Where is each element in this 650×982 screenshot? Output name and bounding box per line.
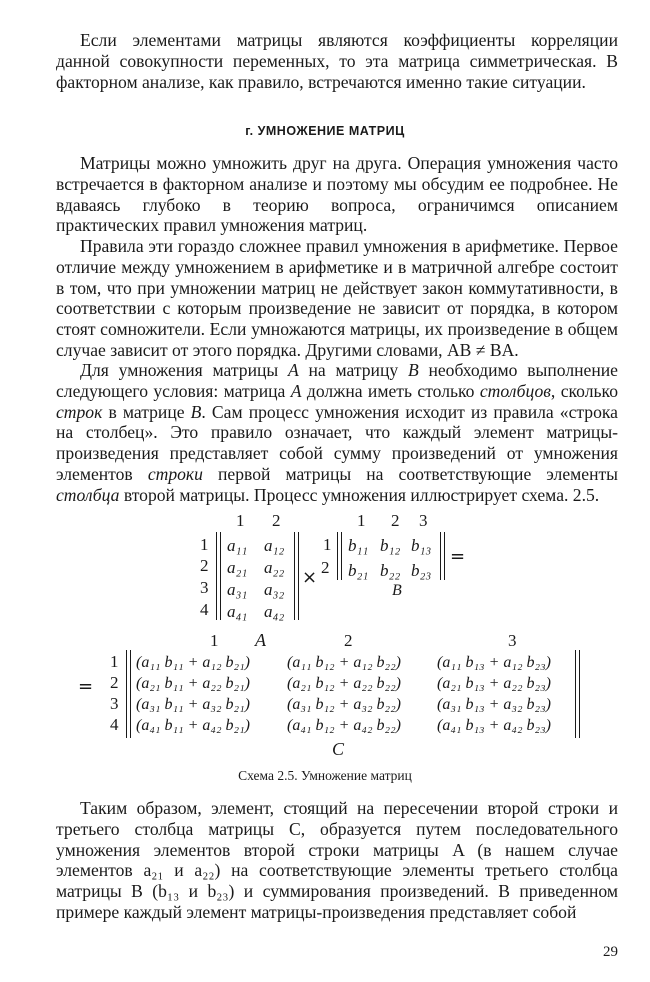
matrix-a-row-header: 4 [200, 600, 209, 619]
matrix-a-entry: a₃₁ [227, 580, 248, 599]
matrix-c-entry: (a₁₁ b₁₃ + a₁₂ b₂₃) [437, 654, 551, 671]
matrix-b-left-bar [341, 532, 342, 580]
text-run: второй матрицы. Процесс умножения иллюстрирует схема. 2.5. [119, 484, 600, 505]
paragraph-symmetric-matrix: Если элементами матрицы являются коэффициенты корреляции данной совокупности переменных, то эта матрица симметрическая. В факторном анализе, как правило, встречаются именно такие ситуации. [56, 30, 618, 92]
emphasis-column: столбца [56, 484, 120, 505]
matrix-b-label: B [392, 582, 402, 599]
matrix-b-col-header: 3 [419, 511, 428, 530]
matrix-a-entry: a₄₂ [264, 602, 285, 621]
matrix-b-entry: b₂₁ [348, 561, 369, 580]
matrix-b-entry: b₂₃ [411, 561, 432, 580]
text-run: необходимо выполнение следующего условия: матрица [56, 360, 618, 401]
matrix-a-left-bar [216, 532, 217, 620]
figure-caption: Схема 2.5. Умножение матриц [238, 768, 412, 783]
matrix-c-col-header: 3 [508, 631, 517, 650]
text-run: первой матрицы на соответствующие элементы [202, 463, 618, 484]
matrix-c-row-header: 4 [110, 715, 119, 734]
times-sign: × [302, 567, 318, 588]
matrix-c-row-header: 3 [110, 694, 119, 713]
matrix-c-entry: (a₂₁ b₁₂ + a₂₂ b₂₂) [287, 675, 401, 692]
matrix-b-entry: b₁₁ [348, 536, 369, 555]
emphasis-row: строки [147, 463, 203, 484]
matrix-a-entry: a₄₁ [227, 602, 248, 621]
matrix-a-label: A [255, 630, 266, 650]
matrix-c-col-header: 2 [344, 631, 353, 650]
matrix-c-entry: (a₄₁ b₁₂ + a₄₂ b₂₂) [287, 717, 401, 734]
matrix-a-entry: a₂₂ [264, 558, 285, 577]
matrix-c-left-bar [126, 650, 127, 738]
matrix-b-col-header: 2 [391, 511, 400, 530]
matrix-c-entry: (a₃₁ b₁₁ + a₃₂ b₂₁) [136, 696, 250, 713]
matrix-a-entry: a₃₂ [264, 580, 285, 599]
matrix-c-row-header: 2 [110, 673, 119, 692]
paragraph-intro-multiplication: Матрицы можно умножить друг на друга. Операция умножения часто встречается в факторном анализе и поэтому мы обсудим ее подробнее. Не вдаваясь глубоко в теорию вопроса, ограничимся описанием практических правил умножения матриц. [56, 153, 618, 236]
paragraph-commutativity: Правила эти гораздо сложнее правил умножения в арифметике. Первое отличие между умножением в арифметике и в матричной алгебре состоит в том, что при умножении матриц не действует закон коммутативности, в соответствии с которым произведение не зависит от порядка, в котором стоят сомножители. Если умножаются матрицы, их произведение в общем случае зависит от этого порядка. Другими словами, AB ≠ BA. [56, 236, 618, 360]
matrix-b-symbol: B [407, 360, 419, 380]
matrix-c-entry: (a₄₁ b₁₃ + a₄₂ b₂₃) [437, 717, 551, 734]
matrix-b-row-header: 2 [321, 558, 330, 577]
paragraph-row-by-column [56, 360, 618, 506]
matrix-a-row-header: 3 [200, 578, 209, 597]
equals-sign: = [450, 546, 466, 567]
matrix-c-entry: (a₃₁ b₁₃ + a₃₂ b₂₃) [437, 696, 551, 713]
matrix-b-entry: b₁₃ [411, 536, 432, 555]
paragraph-element-c23: Таким образом, элемент, стоящий на пересечении второй строки и третьего столбца матрицы C, образуется путем последовательного умножения элементов второй строки матрицы A (в нашем случае элементов a₂₁ и a₂₂) на соответствующие элементы третьего столбца матрицы B (b₁₃ и b₂₃) и суммирования произведений. В приведенном примере каждый элемент матрицы-произведения представляет собой [56, 798, 618, 922]
matrix-c-entry: (a₃₁ b₁₂ + a₃₂ b₂₂) [287, 696, 401, 713]
equals-sign-result: = [78, 676, 94, 697]
matrix-a-symbol: A [290, 380, 302, 401]
matrix-a-right-bar [294, 532, 295, 620]
matrix-a-right-bar [298, 532, 299, 620]
text-run: на матрицу [298, 360, 408, 380]
matrix-a-entry: a₁₁ [227, 536, 248, 555]
matrix-b-row-header: 1 [323, 535, 332, 554]
matrix-c-label: C [332, 739, 345, 759]
matrix-c-entry: (a₄₁ b₁₁ + a₄₂ b₂₁) [136, 717, 250, 734]
page-number: 29 [603, 944, 618, 960]
matrix-b-right-bar [444, 532, 445, 580]
matrix-a-col-header: 2 [272, 511, 281, 530]
matrix-a-entry: a₂₁ [227, 558, 248, 577]
section-heading: г. УМНОЖЕНИЕ МАТРИЦ [245, 124, 405, 138]
matrix-b-entry: b₂₂ [380, 561, 401, 580]
matrix-a-symbol: A [288, 360, 299, 380]
matrix-a-col-header: 1 [236, 511, 245, 530]
emphasis-columns: столбцов [479, 380, 551, 401]
text-run: должна иметь столько [301, 380, 480, 401]
matrix-c-row-header: 1 [110, 652, 119, 671]
matrix-a-entry: a₁₂ [264, 536, 285, 555]
text-run: в матрице [102, 401, 191, 422]
matrix-a-row-header: 1 [200, 535, 209, 554]
matrix-c-right-bar [579, 650, 580, 738]
matrix-c-right-bar [575, 650, 576, 738]
matrix-b-right-bar [440, 532, 441, 580]
matrix-b-left-bar [337, 532, 338, 580]
text-run: Для умножения матрицы [80, 360, 288, 380]
text-run: , сколько [550, 380, 618, 401]
text-run: . Сам процесс умножения исходит из правила «строка на столбец». Это правило означает, что каждый элемент матрицы-произведения представляет собой сумму произведений от умножения элементов [56, 401, 618, 484]
matrix-a-left-bar [220, 532, 221, 620]
matrix-c-entry: (a₂₁ b₁₃ + a₂₂ b₂₃) [437, 675, 551, 692]
emphasis-rows: строк [56, 401, 103, 422]
matrix-c-col-header: 1 [210, 631, 219, 650]
matrix-c-left-bar [130, 650, 131, 738]
matrix-b-col-header: 1 [357, 511, 366, 530]
matrix-a-row-header: 2 [200, 556, 209, 575]
matrix-b-entry: b₁₂ [380, 536, 401, 555]
matrix-c-entry: (a₂₁ b₁₁ + a₂₂ b₂₁) [136, 675, 250, 692]
matrix-c-entry: (a₁₁ b₁₂ + a₁₂ b₂₂) [287, 654, 401, 671]
matrix-b-symbol: B [190, 401, 202, 422]
matrix-c-entry: (a₁₁ b₁₁ + a₁₂ b₂₁) [136, 654, 250, 671]
